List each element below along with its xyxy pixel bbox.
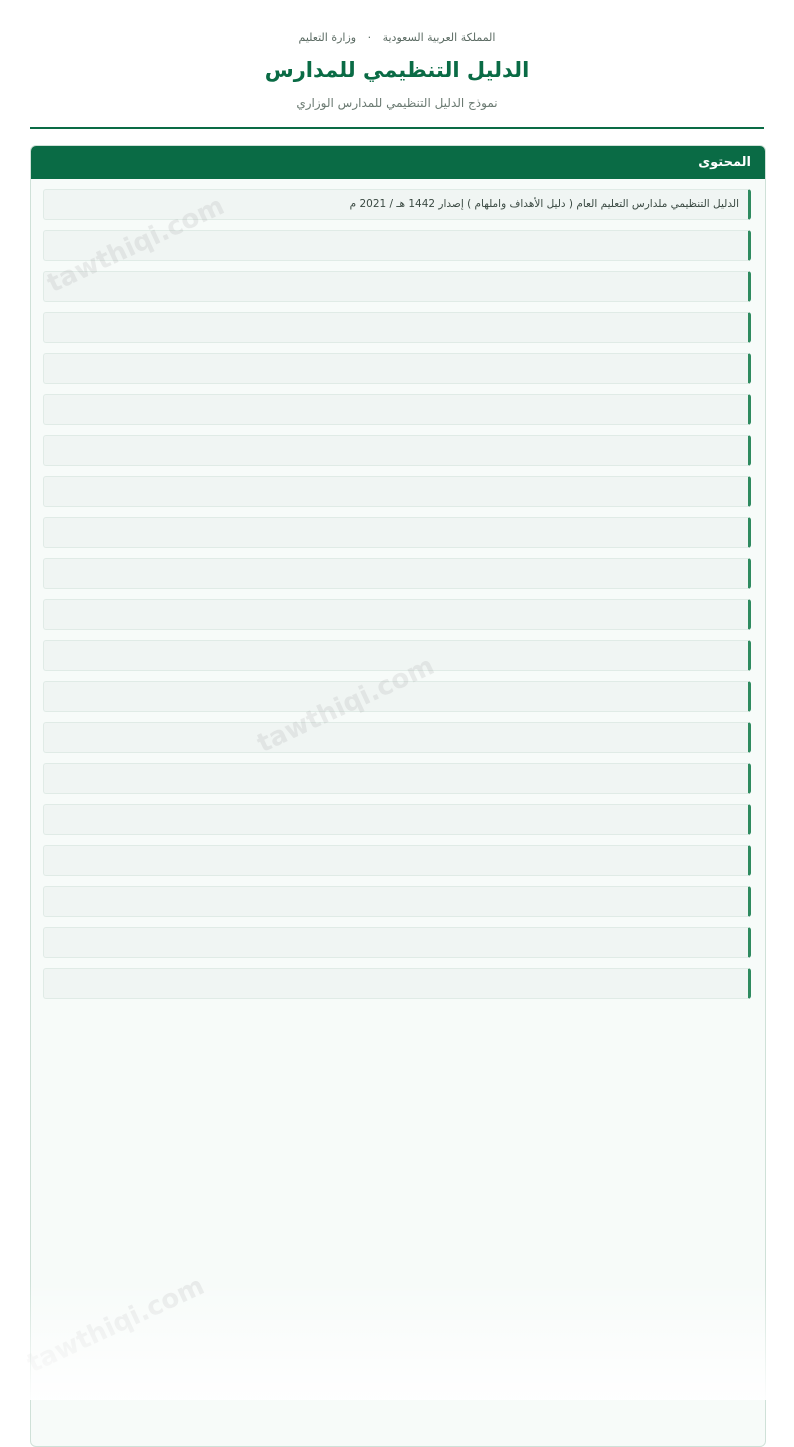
content-panel [30,145,766,1447]
content-paragraph [43,271,751,302]
content-paragraph [43,312,751,343]
content-paragraph: الدليل التنظيمي ملدارس التعليم العام ( دليل الأهداف واملهام ) إصدار 1442 هـ / 2021 م [43,189,751,220]
content-paragraph [43,886,751,917]
page-title: الدليل التنظيمي للمدارس [264,58,530,82]
content-paragraph [43,353,751,384]
content-paragraph [43,968,751,999]
content-panel-title: المحتوى [31,146,765,179]
breadcrumb-item: المملكة العربية السعودية [382,31,496,44]
content-paragraph [43,845,751,876]
content-paragraph [43,558,751,589]
breadcrumb [30,31,764,44]
page-header [30,0,764,129]
content-paragraph [43,394,751,425]
content-paragraph [43,681,751,712]
breadcrumb-item: وزارة التعليم [298,31,357,44]
breadcrumb-separator: · [367,31,372,44]
content-paragraph [43,476,751,507]
content-paragraph [43,230,751,261]
page-subtitle: نموذج الدليل التنظيمي للمدارس الوزاري [296,96,498,110]
content-paragraph [43,640,751,671]
content-paragraph [43,599,751,630]
content-paragraph [43,435,751,466]
content-paragraph [43,763,751,794]
content-paragraph [43,722,751,753]
content-paragraph [43,927,751,958]
content-list [31,179,765,999]
content-paragraph [43,804,751,835]
content-paragraph [43,517,751,548]
